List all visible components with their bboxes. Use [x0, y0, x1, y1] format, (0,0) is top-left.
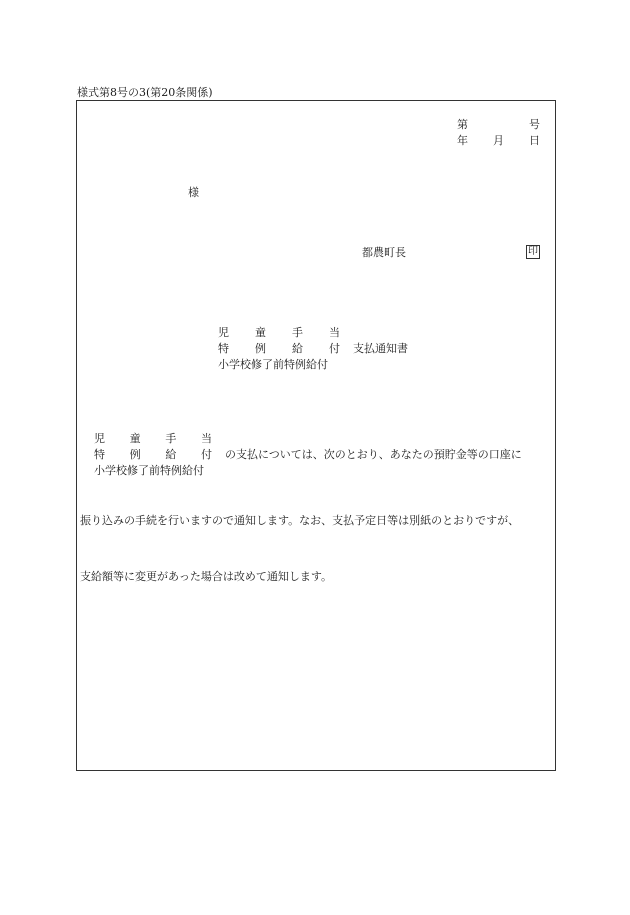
- number-prefix: 第: [457, 118, 468, 131]
- body-char: 特: [94, 448, 105, 461]
- form-label: 様式第8号の3(第20条関係): [77, 86, 213, 99]
- body-char: 童: [129, 432, 141, 445]
- number-suffix: 号: [529, 118, 540, 131]
- title-char: 給: [292, 342, 303, 355]
- body-char: 児: [94, 432, 105, 445]
- seal-mark: 印: [528, 246, 538, 257]
- title-char: 当: [329, 326, 340, 339]
- title-line-3: 小学校修了前特例給付: [218, 358, 328, 371]
- body-line-3: 小学校修了前特例給付: [94, 464, 204, 477]
- body-paragraph-3: 支給額等に変更があった場合は改めて通知します。: [80, 570, 333, 583]
- date-month: 月: [493, 134, 504, 147]
- date-year: 年: [457, 134, 468, 147]
- date-day: 日: [529, 134, 540, 147]
- title-char: 例: [255, 342, 266, 355]
- title-char: 手: [292, 326, 303, 339]
- body-line-2: [94, 449, 212, 460]
- title-char: 童: [255, 326, 266, 339]
- body-char: 付: [200, 448, 212, 461]
- body-char: 例: [129, 448, 141, 461]
- body-line-1: [94, 433, 212, 444]
- body-char: 手: [165, 432, 177, 445]
- addressee-suffix: 様: [188, 186, 199, 199]
- title-line-2: [218, 343, 340, 354]
- title-char: 付: [329, 342, 340, 355]
- body-char: 当: [200, 432, 212, 445]
- title-char: 児: [218, 326, 229, 339]
- issuer-title: 都農町長: [362, 246, 406, 259]
- body-char: 給: [165, 448, 177, 461]
- title-line-1: [218, 327, 340, 338]
- body-paragraph-2: 振り込みの手続を行いますので通知します。なお、支払予定日等は別紙のとおりですが、: [80, 514, 520, 527]
- title-char: 特: [218, 342, 229, 355]
- body-line-2-tail: の支払については、次のとおり、あなたの預貯金等の口座に: [225, 448, 522, 461]
- title-suffix: 支払通知書: [353, 342, 408, 355]
